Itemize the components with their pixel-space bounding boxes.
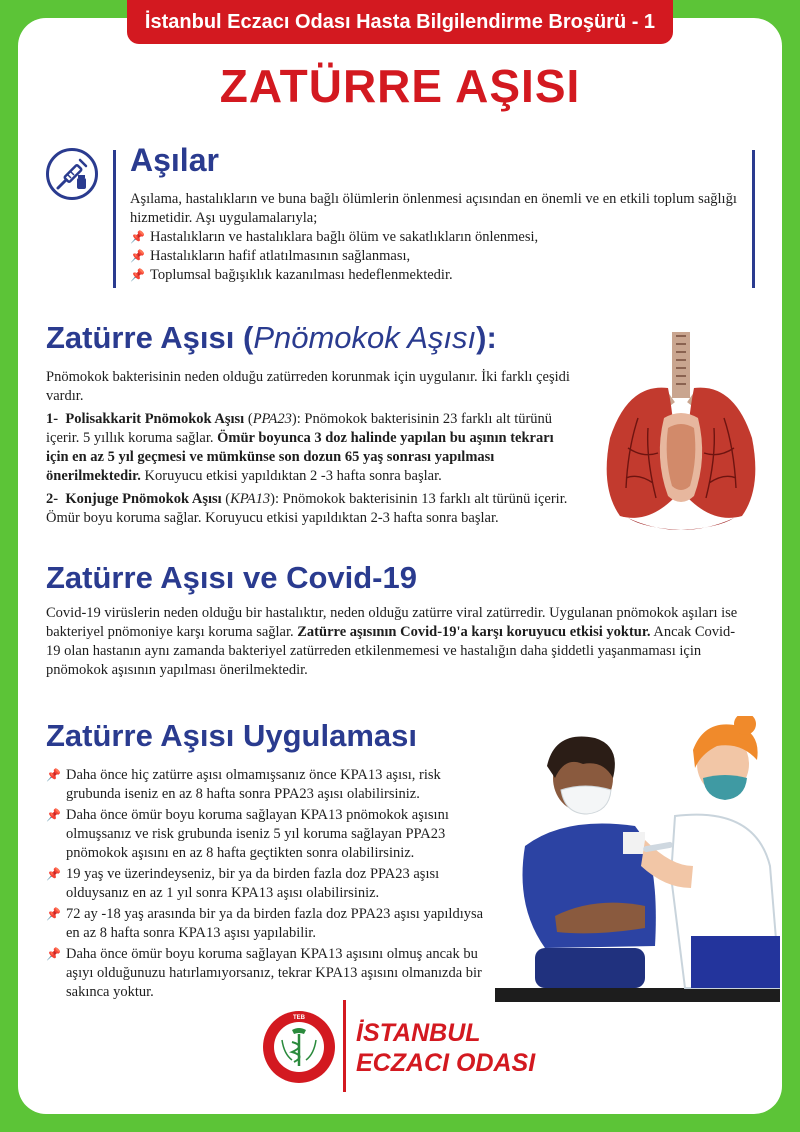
pin-icon: 📌 <box>46 768 61 782</box>
zaturre-heading: Zatürre Aşısı (Pnömokok Aşısı): <box>46 320 497 355</box>
list-item: 📌 Hastalıkların hafif atlatılmasının sağlanması, <box>130 248 411 264</box>
lungs-illustration <box>598 328 764 542</box>
vaccine-type-ppa23: 1- Polisakkarit Pnömokok Aşısı (PPA23): Pnömokok bakterisinin 23 farklı alt türünü içerir. 5 yıllık koruma sağlar. Ömür boyunca 3 doz halinde yapılan bu aşının tekrarı için en az 5 yıl geçmesi ve mümkünse son dozun 65 yaş sonrası yapılması önerilmektedir. Koruyucu etkisi yapıldıktan 2 -3 hafta sonra başlar. <box>46 411 554 484</box>
pin-icon: 📌 <box>130 249 145 263</box>
zaturre-intro: Pnömokok bakterisinin neden olduğu zatürreden korunmak için uygulanır. İki farklı çeşidi vardır. <box>46 369 570 404</box>
uygulama-heading: Zatürre Aşısı Uygulaması <box>46 718 417 753</box>
page-title: ZATÜRRE AŞISI <box>219 60 581 112</box>
section-divider <box>113 150 116 288</box>
org-name: İSTANBUL ECZACI ODASI <box>356 1019 536 1077</box>
list-item: 📌 Daha önce ömür boyu koruma sağlayan KPA13 aşısını olmuş ancak bu aşıyı olduğunuzu hatırlamıyorsanız, tekrar KPA13 aşısını olmanızda bir sakınca yoktur. <box>46 946 482 1000</box>
pin-icon: 📌 <box>46 808 61 822</box>
series-label: İstanbul Eczacı Odası Hasta Bilgilendirme Broşürü - 1 <box>127 0 673 44</box>
covid-heading: Zatürre Aşısı ve Covid-19 <box>46 560 417 595</box>
list-item: 📌 Toplumsal bağışıklık kazanılması hedeflenmektedir. <box>130 267 453 283</box>
logo-abbrev: TEB <box>293 1015 305 1021</box>
section-divider <box>752 150 755 288</box>
syringe-vial-icon <box>46 148 98 200</box>
asilar-heading: Aşılar <box>130 142 219 178</box>
pin-icon: 📌 <box>46 947 61 961</box>
covid-body: Covid-19 virüslerin neden olduğu bir hastalıktır, neden olduğu zatürre viral zatürredir. Uygulanan pnömokok aşıları ise bakteriyel pnömoniye karşı koruma sağlar. Zatürre aşısının Covid-19'a karşı koruyucu etkisi yoktur. Ancak Covid-19 olan hastanın aynı zamanda bakteriyel zatürreden etkilenmemesi ve hastalığın daha şiddetli yaşanmaması için pnömokok aşısının yapılması önerilmektedir. <box>46 605 738 678</box>
asilar-body <box>130 190 745 285</box>
pin-icon: 📌 <box>46 907 61 921</box>
asilar-intro: Aşılama, hastalıkların ve buna bağlı ölümlerin önlenmesi açısından en önemli ve en etkili toplum sağlığı hizmetidir. Aşı uygulamalarıyla; <box>130 191 737 226</box>
vaccine-type-kpa13: 2- Konjuge Pnömokok Aşısı (KPA13): Pnömokok bakterisinin 13 farklı alt türünü içerir. Ömür boyu koruma sağlar. Koruyucu etkisi yapıldıktan 2-3 hafta sonra başlar. <box>46 491 568 526</box>
vaccination-illustration <box>495 716 780 1002</box>
pin-icon: 📌 <box>130 268 145 282</box>
list-item: 📌 72 ay -18 yaş arasında bir ya da birden fazla doz PPA23 aşısı yapıldıysa en az 8 hafta sonra KPA13 aşısı yapılabilir. <box>46 906 484 941</box>
zaturre-body <box>46 368 576 528</box>
footer-divider <box>343 1000 346 1092</box>
list-item: 📌 Hastalıkların ve hastalıklara bağlı ölüm ve sakatlıkların önlenmesi, <box>130 229 539 245</box>
pin-icon: 📌 <box>130 230 145 244</box>
uygulama-body <box>46 766 491 1004</box>
list-item: 📌 Daha önce hiç zatürre aşısı olmamışsanız önce KPA13 aşısı, risk grubunda iseniz en az 8 hafta sonra PPA23 aşısı olabilirsiniz. <box>46 767 441 802</box>
list-item: 📌 19 yaş ve üzerindeyseniz, bir ya da birden fazla doz PPA23 aşısı olduysanız en az 1 yıl sonra KPA13 aşısı olabilirsiniz. <box>46 866 440 901</box>
list-item: 📌 Daha önce ömür boyu koruma sağlayan KPA13 pnömokok aşısını olmuşsanız ve risk grubunda iseniz 5 yıl koruma sağlayan PPA23 pnömokok aşısını en az 8 hafta geçtikten sonra olabilirsiniz. <box>46 807 449 861</box>
pin-icon: 📌 <box>46 867 61 881</box>
ieo-logo <box>262 1010 336 1084</box>
